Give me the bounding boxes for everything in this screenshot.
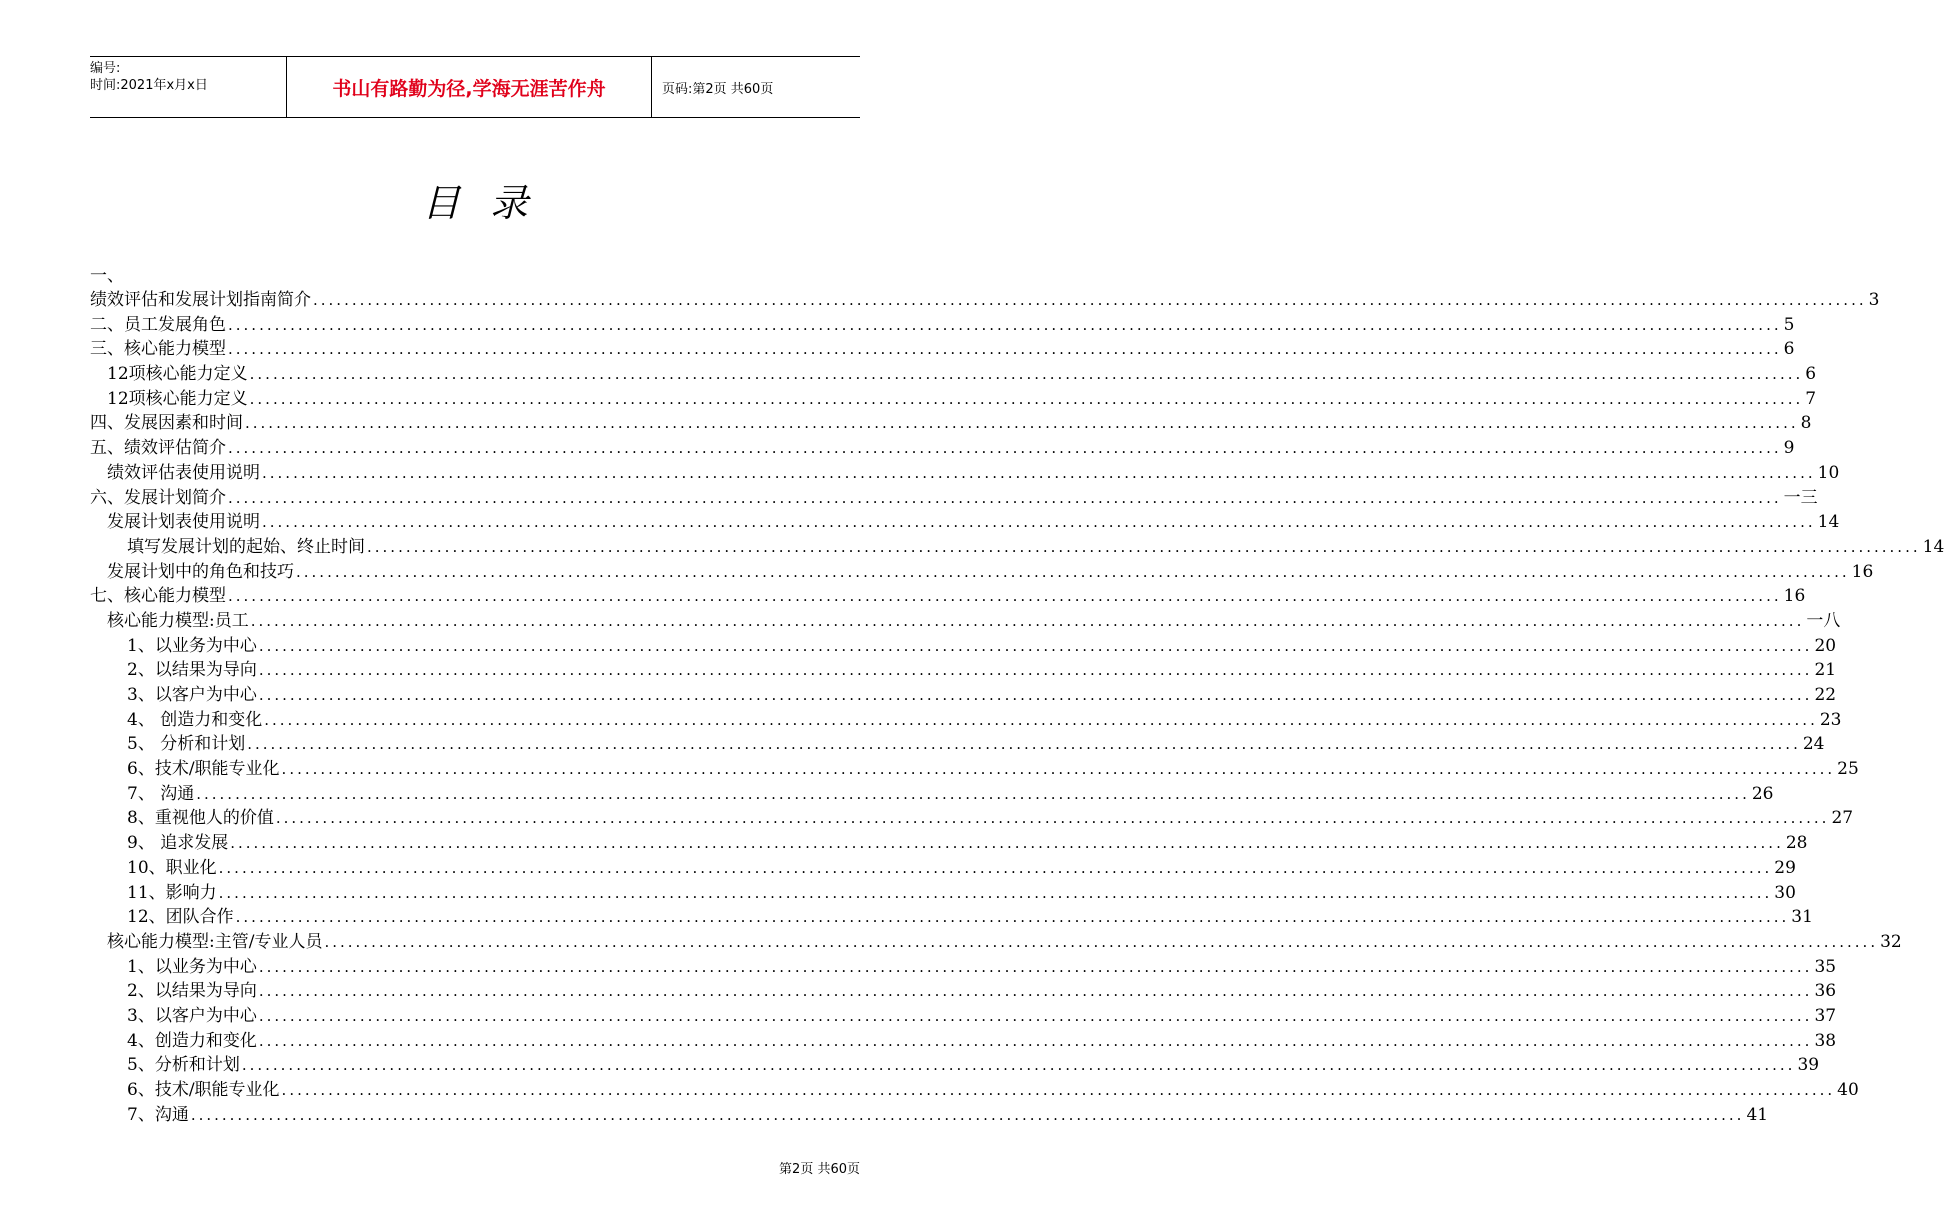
toc-entry[interactable] xyxy=(90,634,1837,659)
toc-entry-text: 4、创造力和变化 xyxy=(127,1030,257,1051)
toc-entry-page: 37 xyxy=(1814,1005,1837,1026)
toc-entry-page: 16 xyxy=(1851,561,1874,582)
toc-entry[interactable] xyxy=(90,856,1796,881)
toc-entry-text: 核心能力模型:主管/专业人员 xyxy=(107,931,323,952)
toc-entry-page: 26 xyxy=(1751,783,1774,804)
toc-entry-page: 20 xyxy=(1814,635,1837,656)
toc-dot-leader: ........................................................................................................................................................................................................ xyxy=(281,1081,1836,1099)
toc-entry[interactable] xyxy=(90,436,1795,461)
toc-dot-leader: ........................................................................................................................................................................................................ xyxy=(218,883,1773,902)
toc-dot-leader: ........................................................................................................................................................................................................ xyxy=(228,340,1782,359)
toc-entry[interactable] xyxy=(90,411,1812,436)
toc-entry[interactable] xyxy=(90,658,1837,683)
toc-entry-text: 2、以结果为导向 xyxy=(127,981,257,1002)
toc-entry[interactable] xyxy=(90,1053,1820,1078)
toc-entry[interactable] xyxy=(90,1078,1859,1103)
toc-dot-leader: ........................................................................................................................................................................................................ xyxy=(228,587,1782,606)
toc-entry[interactable] xyxy=(90,1103,1769,1128)
toc-entry-page: 38 xyxy=(1814,1030,1837,1051)
toc-dot-leader: ........................................................................................................................................................................................................ xyxy=(249,365,1804,384)
toc-entry-text: 10、职业化 xyxy=(127,857,217,878)
toc-entry[interactable] xyxy=(90,486,1818,511)
toc-entry[interactable] xyxy=(90,683,1837,708)
toc-entry[interactable] xyxy=(90,387,1817,412)
header-meta xyxy=(90,57,286,117)
toc-entry-text: 填写发展计划的起始、终止时间 xyxy=(127,536,365,557)
toc-entry-page: 35 xyxy=(1814,956,1837,977)
toc-entry[interactable] xyxy=(90,584,1806,609)
toc-entry[interactable] xyxy=(90,831,1808,856)
toc-entry[interactable] xyxy=(90,930,1902,955)
header-page-info: 页码:第2页 共60页 xyxy=(662,81,774,97)
toc-dot-leader: ........................................................................................................................................................................................................ xyxy=(296,562,1850,581)
header-motto: 书山有路勤为径,学海无涯苦作舟 xyxy=(286,57,652,117)
toc-entry-page: 30 xyxy=(1774,882,1796,903)
toc-entry-text: 6、技术/职能专业化 xyxy=(127,1080,280,1100)
toc-entry-page: 41 xyxy=(1746,1104,1769,1125)
toc-entry[interactable] xyxy=(90,609,1841,634)
toc-entry-text: 7、沟通 xyxy=(127,1104,189,1125)
toc-dot-leader: ........................................................................................................................................................................................................ xyxy=(196,784,1750,803)
toc-entry-text: 5、分析和计划 xyxy=(127,1055,240,1076)
toc-dot-leader: ........................................................................................................................................................................................................ xyxy=(258,661,1813,680)
toc-entry[interactable] xyxy=(90,757,1859,782)
toc-entry-text: 绩效评估和发展计划指南简介 xyxy=(90,290,311,310)
toc-dot-leader: ........................................................................................................................................................................................................ xyxy=(258,982,1813,1001)
toc-entry-page: 27 xyxy=(1831,808,1854,829)
toc-entry-text: 四、发展因素和时间 xyxy=(90,413,243,434)
page-footer: 第2页 共60页 xyxy=(779,1162,860,1177)
toc-entry-text: 1、以业务为中心 xyxy=(127,635,257,656)
toc-entry-text: 3、以客户为中心 xyxy=(127,685,257,705)
toc-entry-page: 25 xyxy=(1837,759,1859,780)
page-header xyxy=(90,56,860,118)
toc-entry-text: 2、以结果为导向 xyxy=(127,660,257,681)
toc-entry[interactable] xyxy=(90,535,1944,560)
toc-dot-leader: ........................................................................................................................................................................................................ xyxy=(228,315,1782,334)
toc-entry-text: 发展计划中的角色和技巧 xyxy=(107,561,294,582)
toc-entry-text: 7、 沟通 xyxy=(127,783,195,804)
toc-entry[interactable] xyxy=(90,461,1840,486)
toc-dot-leader: ........................................................................................................................................................................................................ xyxy=(262,463,1816,482)
toc-dot-leader: ........................................................................................................................................................................................................ xyxy=(264,710,1818,729)
toc-entry[interactable] xyxy=(90,288,1880,313)
toc-entry-page: 7 xyxy=(1805,388,1817,409)
toc-dot-leader: ........................................................................................................................................................................................................ xyxy=(235,908,1790,927)
toc-entry-page: 6 xyxy=(1783,339,1795,360)
toc-entry[interactable] xyxy=(90,955,1837,980)
toc-entry-page: 31 xyxy=(1791,907,1813,928)
toc-dot-leader: ........................................................................................................................................................................................................ xyxy=(241,1056,1796,1075)
toc-entry-text: 1、以业务为中心 xyxy=(127,956,257,977)
number-label: 编号: xyxy=(90,61,121,76)
toc-dot-leader: ........................................................................................................................................................................................................ xyxy=(367,537,1921,556)
toc-dot-leader: ........................................................................................................................................................................................................ xyxy=(258,686,1813,704)
toc-dot-leader: ........................................................................................................................................................................................................ xyxy=(247,735,1801,754)
toc-dot-leader: ........................................................................................................................................................................................................ xyxy=(258,636,1813,655)
toc-entry-page: 40 xyxy=(1837,1080,1859,1100)
toc-entry-page: 29 xyxy=(1774,857,1796,878)
toc-entry-page: 28 xyxy=(1785,833,1808,854)
toc-dot-leader: ........................................................................................................................................................................................................ xyxy=(228,488,1782,507)
toc-entry-text: 11、影响力 xyxy=(127,882,217,903)
toc-entry-page: 16 xyxy=(1783,586,1806,607)
toc-entry-text: 9、 追求发展 xyxy=(127,833,229,854)
toc-entry-page: 3 xyxy=(1868,290,1880,310)
toc-entry-page: 14 xyxy=(1817,512,1840,533)
toc-entry-page: 14 xyxy=(1922,536,1944,557)
toc-entry-page: 21 xyxy=(1814,660,1837,681)
toc-dot-leader: ........................................................................................................................................................................................................ xyxy=(258,1006,1813,1025)
toc-entry[interactable] xyxy=(90,732,1825,757)
toc-leading-label: 一、 xyxy=(90,266,124,286)
toc-entry-text: 8、重视他人的价值 xyxy=(127,808,274,829)
toc-entry-text: 12项核心能力定义 xyxy=(107,388,248,409)
toc-entry[interactable] xyxy=(90,979,1837,1004)
toc-entry-text: 12、团队合作 xyxy=(127,907,234,928)
toc-dot-leader: ........................................................................................................................................................................................................ xyxy=(324,932,1879,951)
toc-dot-leader: ........................................................................................................................................................................................................ xyxy=(313,291,1867,309)
toc-dot-leader: ........................................................................................................................................................................................................ xyxy=(262,513,1816,532)
toc-entry-text: 二、员工发展角色 xyxy=(90,314,226,335)
toc-entry-page: 24 xyxy=(1802,734,1825,755)
toc-entry-text: 5、 分析和计划 xyxy=(127,734,246,755)
toc-dot-leader: ........................................................................................................................................................................................................ xyxy=(228,439,1782,458)
toc-entry-page: 32 xyxy=(1880,931,1902,952)
toc-dot-leader: ........................................................................................................................................................................................................ xyxy=(245,414,1799,433)
toc-entry[interactable] xyxy=(90,905,1813,930)
toc-entry-text: 六、发展计划简介 xyxy=(90,487,226,508)
toc-entry[interactable] xyxy=(90,1004,1837,1029)
toc-entry-text: 发展计划表使用说明 xyxy=(107,512,260,533)
toc-entry[interactable] xyxy=(90,1029,1837,1054)
toc-dot-leader: ........................................................................................................................................................................................................ xyxy=(258,957,1813,976)
toc-entry-page: 5 xyxy=(1783,314,1795,335)
table-of-contents xyxy=(90,264,1944,1127)
time-label: 时间:2021年x月x日 xyxy=(90,78,208,93)
toc-entry[interactable] xyxy=(90,313,1795,338)
toc-dot-leader: ........................................................................................................................................................................................................ xyxy=(230,834,1784,853)
toc-entry-page: 22 xyxy=(1814,685,1837,705)
toc-dot-leader: ........................................................................................................................................................................................................ xyxy=(218,858,1773,877)
toc-entry-page: 10 xyxy=(1817,462,1840,483)
toc-entry[interactable] xyxy=(90,510,1840,535)
toc-entry-text: 七、核心能力模型 xyxy=(90,586,226,607)
toc-entry[interactable] xyxy=(90,782,1774,807)
toc-entries xyxy=(90,288,1944,1127)
toc-dot-leader: ........................................................................................................................................................................................................ xyxy=(250,611,1805,630)
toc-entry-text: 4、 创造力和变化 xyxy=(127,709,263,730)
toc-entry[interactable] xyxy=(90,560,1874,585)
toc-entry[interactable] xyxy=(90,337,1795,362)
toc-entry-text: 12项核心能力定义 xyxy=(107,364,248,385)
toc-entry[interactable] xyxy=(90,362,1817,387)
toc-dot-leader: ........................................................................................................................................................................................................ xyxy=(281,760,1836,779)
toc-entry-text: 6、技术/职能专业化 xyxy=(127,759,280,780)
toc-entry-page: 6 xyxy=(1805,364,1817,385)
toc-entry-page: 一三 xyxy=(1783,487,1818,508)
toc-entry-page: 8 xyxy=(1800,413,1812,434)
toc-entry[interactable] xyxy=(90,881,1796,906)
toc-entry[interactable] xyxy=(90,806,1854,831)
toc-dot-leader: ........................................................................................................................................................................................................ xyxy=(249,389,1804,408)
toc-entry[interactable] xyxy=(90,708,1842,733)
toc-dot-leader: ........................................................................................................................................................................................................ xyxy=(190,1105,1745,1124)
toc-entry-page: 23 xyxy=(1819,709,1842,730)
toc-dot-leader: ........................................................................................................................................................................................................ xyxy=(275,809,1830,828)
toc-dot-leader: ........................................................................................................................................................................................................ xyxy=(258,1031,1813,1050)
toc-entry-text: 五、绩效评估简介 xyxy=(90,438,226,459)
page-title: 目录 xyxy=(421,181,558,225)
toc-entry-page: 9 xyxy=(1783,438,1795,459)
toc-entry-text: 核心能力模型:员工 xyxy=(107,610,249,631)
toc-entry-page: 一八 xyxy=(1806,610,1841,631)
toc-entry-text: 3、以客户为中心 xyxy=(127,1005,257,1026)
toc-entry-text: 绩效评估表使用说明 xyxy=(107,462,260,483)
toc-entry-text: 三、核心能力模型 xyxy=(90,339,226,360)
toc-entry-page: 39 xyxy=(1797,1055,1820,1076)
toc-entry-page: 36 xyxy=(1814,981,1837,1002)
